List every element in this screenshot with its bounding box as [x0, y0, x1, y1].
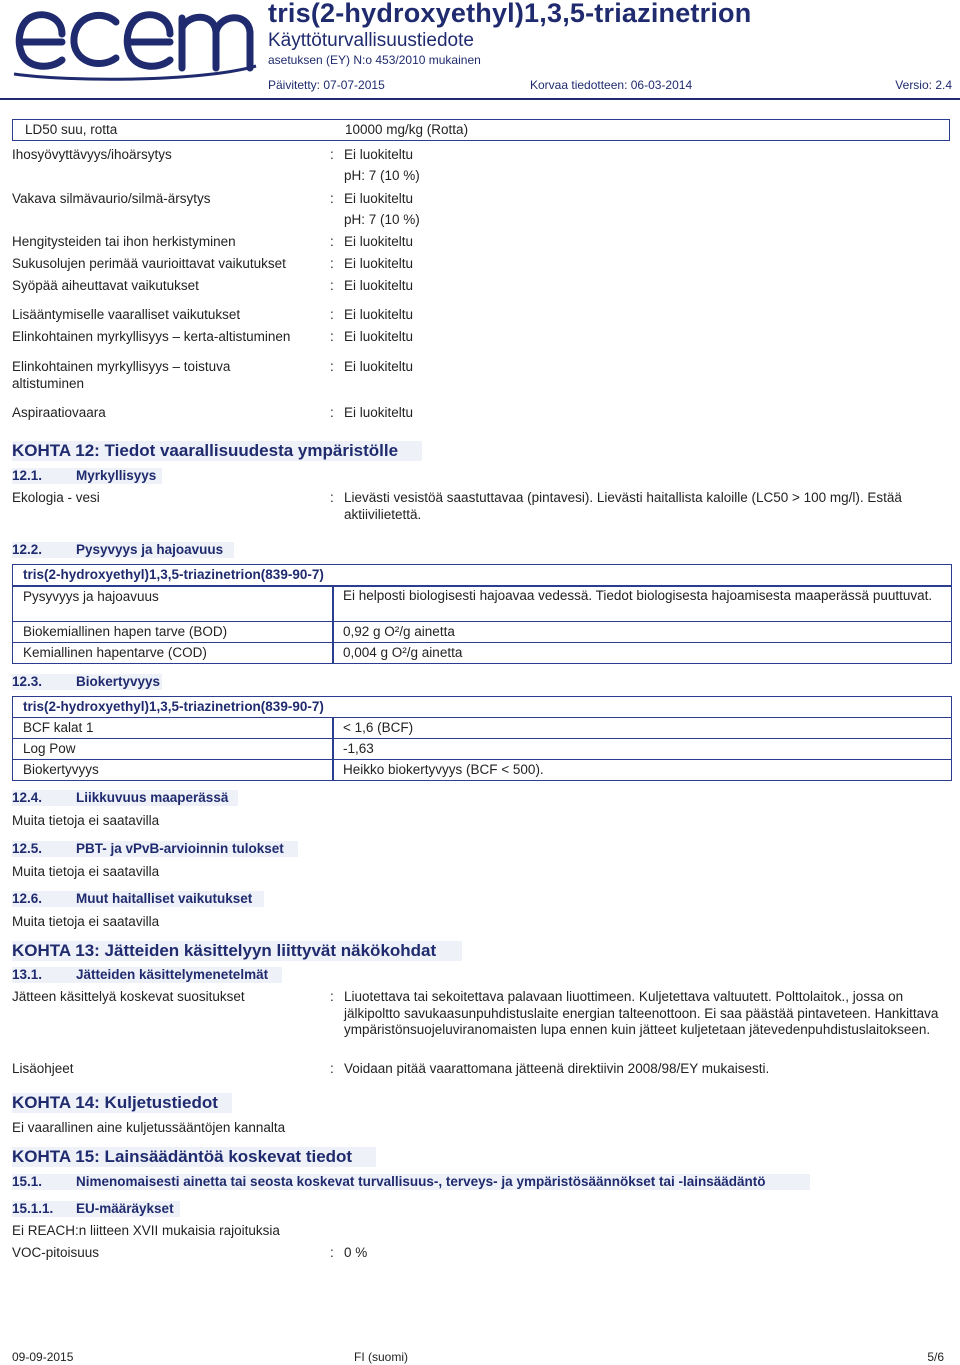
header-meta [268, 78, 952, 94]
ld50-value: 10000 mg/kg (Rotta) [345, 122, 469, 137]
additional-instructions-value: Voidaan pitää vaarattomana jätteenä direktiivin 2008/98/EY mukaisesti. [344, 1061, 770, 1076]
tox-row-value: Ei luokiteltu [344, 147, 414, 162]
tox-row-label: Elinkohtainen myrkyllisyys – toistuva altistuminen [12, 359, 231, 391]
waste-recommendation-label: Jätteen käsittelyä koskevat suositukset [12, 989, 245, 1004]
tox-row-value: Ei luokiteltu [344, 405, 414, 420]
table-cell-label: Biokemiallinen hapen tarve (BOD) [12, 621, 334, 643]
bioaccumulation-table-header: tris(2-hydroxyethyl)1,3,5-triazinetrion(839-90-7) [12, 696, 952, 718]
footer-date: 09-09-2015 [12, 1350, 74, 1364]
tox-row-value: Ei luokiteltu [344, 234, 414, 249]
voc-label: VOC-pitoisuus [12, 1245, 100, 1260]
tox-row-value: Ei luokiteltu [344, 359, 414, 374]
section-15-heading: KOHTA 15: Lainsäädäntöä koskevat tiedot [12, 1147, 353, 1166]
waste-recommendation-value: Liuotettava tai sekoitettava palavaan liuottimeen. Kuljetettava valtuutett. Polttolaitok., jossa on jälkipoltto savukaasunpuhdistuslaite energian talteenottoon. Ei saa päästää pintaveteen. Hankittava ympäristönsuojeluviranomaisten lupa ennen kuin jätteet kuljetetaan jätevedenpuhdistuslaitokseen. [344, 989, 939, 1037]
tox-row-label: Hengitysteiden tai ihon herkistyminen [12, 234, 236, 249]
table-cell-value: 0,92 g O²/g ainetta [332, 621, 952, 643]
page-number: 5/6 [927, 1350, 944, 1364]
footer-language: FI (suomi) [354, 1350, 408, 1364]
tox-row-label: Ihosyövyttävyys/ihoärsytys [12, 147, 172, 162]
tox-row-value: Ei luokiteltu [344, 307, 414, 322]
subsection-12-3: 12.3. Biokertyvyys [12, 674, 161, 689]
subsection-12-2: 12.2. Pysyvyys ja hajoavuus [12, 542, 224, 557]
ld50-row [12, 119, 950, 141]
tox-row-label: Aspiraatiovaara [12, 405, 106, 420]
tox-row-extra: pH: 7 (10 %) [344, 212, 420, 227]
tox-row-colon: : [330, 329, 334, 344]
header-divider [0, 98, 960, 100]
reach-text: Ei REACH:n liitteen XVII mukaisia rajoituksia [12, 1223, 280, 1238]
subsection-15-1: 15.1. Nimenomaisesti ainetta tai seosta koskevat turvallisuus-, terveys- ja ympäristösäännökset tai -lainsäädäntö [12, 1174, 766, 1189]
section-14-heading: KOHTA 14: Kuljetustiedot [12, 1093, 218, 1112]
eco-water-colon: : [330, 490, 334, 505]
additional-instructions-colon: : [330, 1061, 334, 1076]
table-cell-value: 0,004 g O²/g ainetta [332, 642, 952, 664]
updated-date: Päivitetty: 07-07-2015 [268, 78, 385, 92]
tox-row-colon: : [330, 191, 334, 206]
tox-row-colon: : [330, 307, 334, 322]
tox-row-label: Vakava silmävaurio/silmä-ärsytys [12, 191, 211, 206]
tox-row-colon: : [330, 278, 334, 293]
table-cell-label: BCF kalat 1 [12, 717, 334, 739]
section-13-heading: KOHTA 13: Jätteiden käsittelyyn liittyvät näkökohdat [12, 941, 437, 960]
tox-row-value: Ei luokiteltu [344, 191, 414, 206]
tox-row-value: Ei luokiteltu [344, 278, 414, 293]
additional-instructions-label: Lisäohjeet [12, 1061, 74, 1076]
transport-text: Ei vaarallinen aine kuljetussääntöjen kannalta [12, 1120, 286, 1135]
subsection-15-1-1: 15.1.1. EU-määräykset [12, 1201, 174, 1216]
subsection-13-1: 13.1. Jätteiden käsittelymenetelmät [12, 967, 269, 982]
ld50-label: LD50 suu, rotta [25, 122, 118, 137]
tox-row-label: Syöpää aiheuttavat vaikutukset [12, 278, 199, 293]
table-cell-label: Kemiallinen hapentarve (COD) [12, 642, 334, 664]
tox-row-extra: pH: 7 (10 %) [344, 168, 420, 183]
document-title: tris(2-hydroxyethyl)1,3,5-triazinetrion [268, 0, 752, 28]
tox-row-colon: : [330, 405, 334, 420]
table-cell-value: < 1,6 (BCF) [332, 717, 952, 739]
replaces-date: Korvaa tiedotteen: 06-03-2014 [530, 78, 693, 92]
eco-water-value: Lievästi vesistöä saastuttavaa (pintavesi). Lievästi haitallista kaloille (LC50 > 100 mg/l). Estää aktiivilietettä. [344, 490, 902, 522]
tox-row-value: Ei luokiteltu [344, 256, 414, 271]
voc-value: 0 % [344, 1245, 368, 1260]
subsection-12-4: 12.4. Liikkuvuus maaperässä [12, 790, 229, 805]
tox-row-value: Ei luokiteltu [344, 329, 414, 344]
waste-recommendation-colon: : [330, 989, 334, 1004]
no-data-text: Muita tietoja ei saatavilla [12, 813, 160, 828]
table-cell-label: Biokertyvyys [12, 759, 334, 781]
tox-row-colon: : [330, 256, 334, 271]
tox-row-colon: : [330, 234, 334, 249]
tox-row-colon: : [330, 147, 334, 162]
tox-row-label: Elinkohtainen myrkyllisyys – kerta-altistuminen [12, 329, 291, 344]
section-12-heading: KOHTA 12: Tiedot vaarallisuudesta ympäristölle [12, 441, 399, 460]
no-data-text: Muita tietoja ei saatavilla [12, 914, 160, 929]
subsection-12-6: 12.6. Muut haitalliset vaikutukset [12, 891, 253, 906]
company-logo [10, 4, 260, 82]
voc-colon: : [330, 1245, 334, 1260]
tox-row-colon: : [330, 359, 334, 374]
persistence-table-header: tris(2-hydroxyethyl)1,3,5-triazinetrion(839-90-7) [12, 564, 952, 586]
table-cell-label: Log Pow [12, 738, 334, 760]
no-data-text: Muita tietoja ei saatavilla [12, 864, 160, 879]
regulation-note: asetuksen (EY) N:o 453/2010 mukainen [268, 53, 481, 67]
document-subtitle: Käyttöturvallisuustiedote [268, 30, 474, 51]
table-cell-value: -1,63 [332, 738, 952, 760]
tox-row-label: Lisääntymiselle vaaralliset vaikutukset [12, 307, 241, 322]
table-cell-value: Ei helposti biologisesti hajoavaa vedessä. Tiedot biologisesta hajoamisesta maaperässä puuttuvat. [332, 586, 952, 622]
subsection-12-1: 12.1. Myrkyllisyys [12, 468, 157, 483]
tox-row-label: Sukusolujen perimää vaurioittavat vaikutukset [12, 256, 286, 271]
version-number: Versio: 2.4 [895, 78, 952, 92]
document-header [0, 0, 960, 100]
table-cell-value: Heikko biokertyvyys (BCF < 500). [332, 759, 952, 781]
table-cell-label: Pysyvyys ja hajoavuus [12, 586, 334, 622]
subsection-12-5: 12.5. PBT- ja vPvB-arvioinnin tulokset [12, 841, 284, 856]
eco-water-label: Ekologia - vesi [12, 490, 100, 505]
